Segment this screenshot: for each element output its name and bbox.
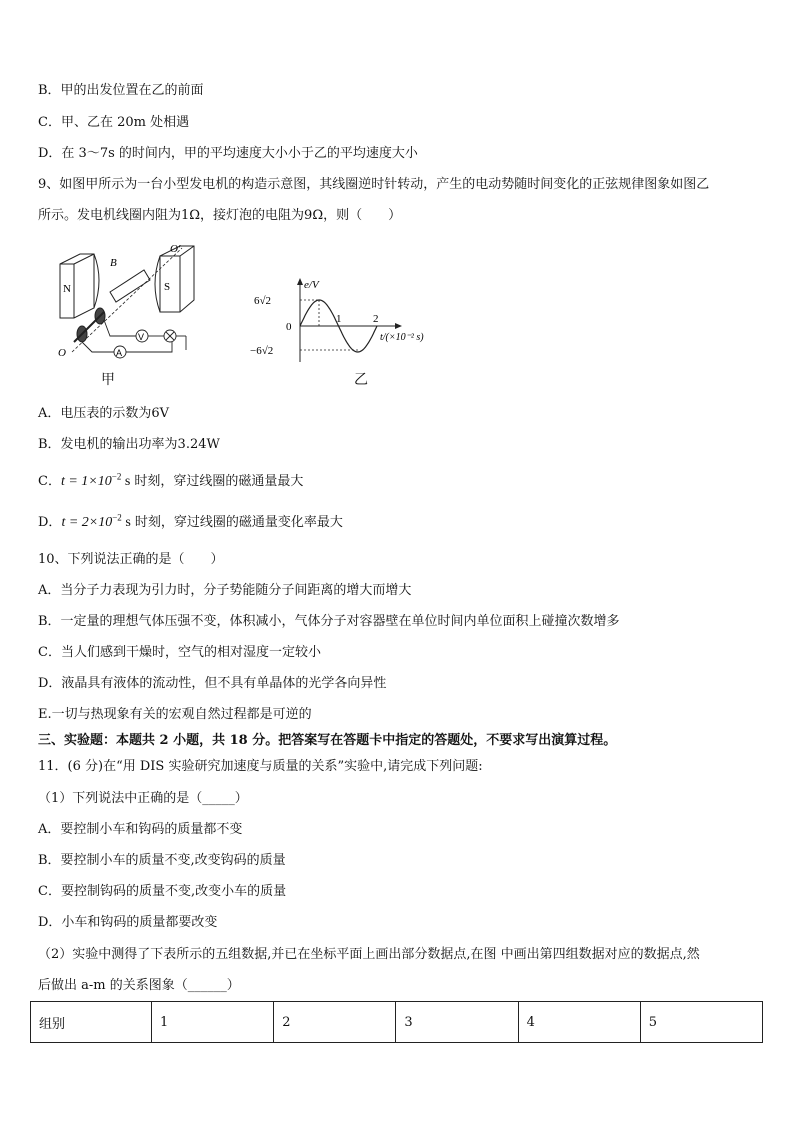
q10-stem: 10、下列说法正确的是（ ）	[38, 552, 224, 567]
graph-x-tick-2: 2	[373, 313, 379, 325]
table-cell: 5	[640, 1002, 762, 1043]
axis-o-bottom-label: O	[58, 347, 66, 359]
q9-option-c-text: 时刻，穿过线圈的磁通量最大	[130, 474, 304, 489]
q11-sub2-line1: （2）实验中测得了下表所示的五组数据,并已在坐标平面上画出部分数据点,在图 中画出第四组数据对应的数据点,然	[38, 947, 700, 962]
q9-option-c-unit: s	[121, 474, 131, 489]
q10-option-c: C．当人们感到干燥时，空气的相对湿度一定较小	[38, 645, 321, 660]
q9-option-c	[38, 473, 303, 491]
q11-option-b: B．要控制小车的质量不变,改变钩码的质量	[38, 853, 286, 868]
ammeter-label: A	[116, 348, 123, 358]
q10-option-b: B．一定量的理想气体压强不变，体积减小，气体分子对容器壁在单位时间内单位面积上碰撞次数增多	[38, 614, 620, 629]
table-header-cell: 组别	[31, 1002, 152, 1043]
emf-sine-graph	[250, 276, 450, 366]
q10-option-d: D．液晶具有液体的流动性，但不具有单晶体的光学各向异性	[38, 676, 387, 691]
q9-option-c-math: t = 1×10	[60, 474, 112, 489]
q11-option-c: C．要控制钩码的质量不变,改变小车的质量	[38, 884, 287, 899]
q9-option-d-math: t = 2×10	[61, 515, 113, 530]
axis-o-top-label: O′	[170, 243, 181, 255]
q9-stem-line2: 所示。发电机线圈内阻为1Ω，接灯泡的电阻为9Ω，则（ ）	[38, 208, 402, 223]
table-cell: 4	[518, 1002, 640, 1043]
section3-heading: 三、实验题：本题共 2 小题，共 18 分。把答案写在答题卡中指定的答题处，不要求写出演算过程。	[38, 733, 617, 748]
q9-option-d-letter: D．	[38, 515, 62, 530]
q9-option-d-text: 时刻，穿过线圈的磁通量变化率最大	[130, 515, 343, 530]
graph-x-tick-1: 1	[336, 313, 342, 325]
graph-origin-label: 0	[286, 321, 292, 333]
q8-option-b: B．甲的出发位置在乙的前面	[38, 83, 204, 98]
magnet-n-label: N	[63, 283, 71, 295]
field-b-label: B	[110, 257, 117, 269]
figure-jia-caption: 甲	[101, 372, 115, 388]
q11-sub2-line2: 后做出 a-m 的关系图象（______）	[38, 978, 240, 993]
q9-option-a: A．电压表的示数为6V	[38, 406, 170, 421]
q9-option-b: B．发电机的输出功率为3.24W	[38, 437, 220, 452]
graph-y-axis-label: e/V	[304, 279, 319, 291]
q8-option-c: C．甲、乙在 20m 处相遇	[38, 115, 190, 130]
table-cell: 2	[274, 1002, 396, 1043]
q8-option-d: D．在 3～7s 的时间内，甲的平均速度大小小于乙的平均速度大小	[38, 146, 418, 161]
q11-sub1: （1）下列说法中正确的是（_____）	[38, 791, 248, 806]
voltmeter-label: V	[138, 332, 145, 342]
q9-option-c-time	[60, 471, 131, 489]
q9-option-d-time	[61, 512, 131, 530]
q11-stem: 11．(6 分)在“用 DIS 实验研究加速度与质量的关系”实验中,请完成下列问题:	[38, 759, 483, 774]
q9-option-c-exponent: −2	[111, 471, 122, 482]
q9-option-d-unit: s	[121, 515, 131, 530]
q9-option-c-letter: C．	[38, 474, 61, 489]
table-row	[31, 1002, 763, 1043]
q11-option-d: D．小车和钩码的质量都要改变	[38, 915, 218, 930]
q9-stem-line1: 9、如图甲所示为一台小型发电机的构造示意图，其线圈逆时针转动，产生的电动势随时间变化的正弦规律图象如图乙	[38, 177, 710, 192]
magnet-s-label: S	[164, 281, 171, 293]
data-table	[30, 1001, 763, 1043]
q10-option-a: A．当分子力表现为引力时，分子势能随分子间距离的增大而增大	[38, 583, 412, 598]
q9-option-d-exponent: −2	[112, 512, 122, 523]
generator-diagram	[52, 240, 202, 360]
graph-y-positive-label: 6√2	[254, 295, 272, 307]
q9-option-d	[38, 514, 343, 532]
table-cell: 1	[152, 1002, 274, 1043]
graph-y-negative-label: −6√2	[250, 345, 274, 357]
q11-option-a: A．要控制小车和钩码的质量都不变	[38, 822, 243, 837]
graph-x-axis-label: t/(×10⁻² s)	[380, 332, 424, 343]
table-cell: 3	[396, 1002, 518, 1043]
figure-yi-caption: 乙	[354, 372, 368, 388]
q10-option-e: E.一切与热现象有关的宏观自然过程都是可逆的	[38, 707, 312, 722]
